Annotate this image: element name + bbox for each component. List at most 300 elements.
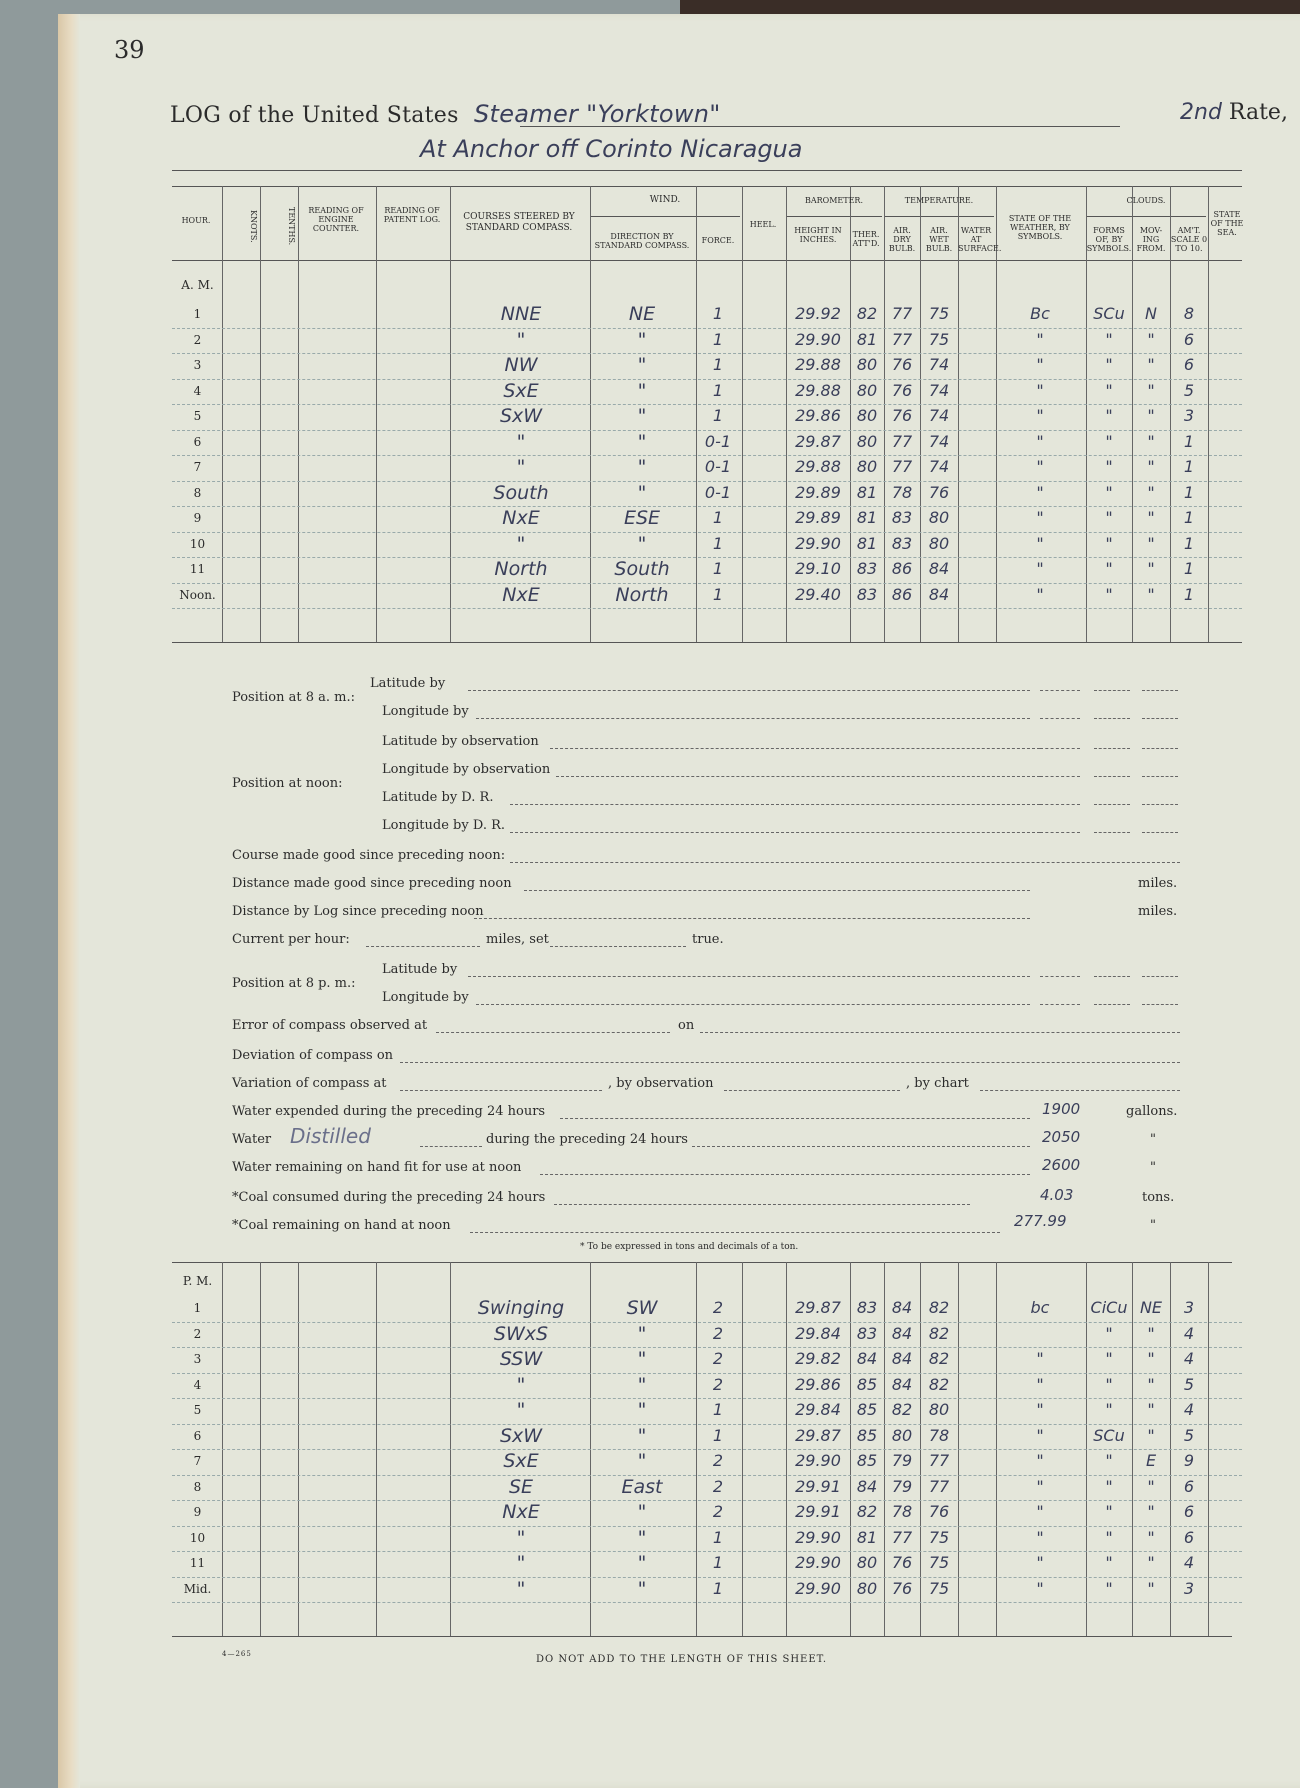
am-ther: 80 — [856, 406, 878, 425]
am-col-rule — [920, 186, 921, 642]
pm-dry: 82 — [891, 1400, 913, 1419]
pm-force: 1 — [712, 1553, 724, 1572]
pm-forms: CiCu — [1090, 1298, 1128, 1317]
am-weather: " — [1036, 380, 1044, 400]
pm-wind-dir: " — [637, 1348, 647, 1370]
pm-baro: 29.84 — [795, 1323, 841, 1343]
min-slot — [1094, 690, 1130, 691]
page-number: 39 — [114, 36, 145, 64]
pm-ther: 85 — [856, 1374, 878, 1394]
temp-sub-rule — [884, 216, 994, 217]
coal-consumed-value: 4.03 — [1040, 1186, 1074, 1204]
am-forms: " — [1105, 559, 1113, 578]
pm-moving: " — [1147, 1527, 1155, 1547]
pm-course: SWxS — [493, 1322, 549, 1345]
min-slot — [1094, 776, 1130, 777]
am-row-rule — [172, 532, 1242, 533]
pm-moving: " — [1147, 1323, 1155, 1343]
form-dash-wkind — [420, 1146, 482, 1147]
am-col-rule — [742, 186, 743, 642]
pm-row-rule — [172, 1500, 1242, 1501]
pm-wet: 76 — [928, 1502, 950, 1521]
am-col-rule — [590, 186, 591, 642]
pm-forms: " — [1105, 1400, 1113, 1419]
cloud-sub-rule — [1086, 216, 1206, 217]
min-slot — [1094, 718, 1130, 719]
pm-moving: " — [1147, 1425, 1155, 1445]
pm-force: 2 — [712, 1476, 724, 1496]
am-col-rule — [958, 186, 959, 642]
water-remaining-label: Water remaining on hand fit for use at noon — [232, 1160, 522, 1175]
form-dash-err2 — [700, 1032, 1180, 1033]
form-dash-cur1 — [366, 946, 480, 947]
am-ther: 80 — [856, 457, 878, 476]
am-forms: " — [1105, 406, 1113, 425]
noon-lat-obs-label: Latitude by observation — [382, 734, 539, 749]
header-wind-direction: DIRECTION BY STANDARD COMPASS. — [594, 232, 690, 250]
am-dry: 78 — [891, 482, 913, 502]
pm-amount: 4 — [1183, 1400, 1195, 1419]
header-tenths: TENTHS. — [287, 206, 296, 246]
am-course: " — [516, 328, 526, 351]
pm-forms: " — [1105, 1323, 1113, 1343]
pm-wind-dir: " — [637, 1552, 647, 1574]
am-hour: 10 — [189, 536, 206, 551]
pm-wind-dir: East — [621, 1475, 663, 1498]
form-dash-lon8am — [476, 718, 1030, 719]
am-wet: 74 — [928, 406, 950, 425]
page-edge — [58, 14, 80, 1788]
min-slot — [1094, 804, 1130, 805]
pm-wet: 82 — [928, 1374, 950, 1394]
header-sea: STATE OF THE SEA. — [1210, 210, 1244, 237]
pm-course: " — [516, 1526, 526, 1549]
pm-force: 2 — [712, 1451, 724, 1470]
rate-value: 2nd — [1180, 100, 1222, 125]
form-dash-lon8pm — [476, 1004, 1030, 1005]
am-label: A. M. — [181, 278, 214, 292]
am-wind-dir: ESE — [623, 507, 661, 529]
am-wind-dir: " — [637, 481, 647, 504]
water-label: Water — [232, 1132, 272, 1147]
deg-slot — [1040, 804, 1080, 805]
am-col-rule — [260, 186, 261, 642]
am-wind-dir: South — [614, 558, 670, 580]
am-hour: 2 — [193, 332, 202, 347]
distance-log-miles: miles. — [1138, 904, 1178, 919]
am-weather: " — [1036, 329, 1044, 349]
header-bottom-rule — [172, 260, 1242, 261]
distance-log-label: Distance by Log since preceding noon — [232, 904, 484, 919]
am-hour: 6 — [193, 434, 202, 449]
pm-forms: SCu — [1093, 1425, 1125, 1445]
pm-weather: " — [1036, 1553, 1044, 1572]
am-ther: 83 — [856, 584, 878, 604]
pm-amount: 5 — [1183, 1374, 1195, 1394]
pm-weather: " — [1036, 1425, 1044, 1445]
pm-row-rule — [172, 1373, 1242, 1374]
am-amount: 1 — [1183, 584, 1195, 604]
pm-dry: 84 — [891, 1323, 913, 1343]
form-dash-wrem — [540, 1174, 1030, 1175]
am-dry: 77 — [891, 431, 913, 451]
am-col-rule — [786, 186, 787, 642]
am-row-rule — [172, 353, 1242, 354]
pm-amount: 9 — [1183, 1451, 1195, 1470]
form-dash-distgood — [524, 890, 1030, 891]
pm-baro: 29.82 — [795, 1349, 841, 1368]
am-wet: 74 — [928, 431, 950, 451]
am-moving: " — [1147, 431, 1155, 451]
baro-sub-rule — [786, 216, 882, 217]
am-wet: 80 — [928, 508, 950, 527]
pm-ther: 81 — [856, 1527, 878, 1547]
am-course: SxE — [503, 379, 539, 402]
am-ther: 80 — [856, 355, 878, 374]
am-course: NNE — [500, 303, 542, 325]
pm-force: 2 — [712, 1502, 724, 1521]
pm-weather: " — [1036, 1578, 1044, 1598]
am-baro: 29.40 — [795, 584, 841, 604]
water-expended-value: 1900 — [1042, 1100, 1081, 1118]
pm-dry: 84 — [891, 1374, 913, 1394]
location-rule — [172, 170, 1242, 171]
am-baro: 29.89 — [795, 482, 841, 502]
am-force: 1 — [712, 584, 724, 604]
am-row-rule — [172, 506, 1242, 507]
am-wind-dir: " — [637, 456, 647, 478]
pm-baro: 29.90 — [795, 1553, 841, 1572]
rate-label: Rate, — [1228, 100, 1288, 125]
am-ther: 81 — [856, 508, 878, 527]
pm-ther: 84 — [856, 1476, 878, 1496]
am-baro: 29.90 — [795, 329, 841, 349]
pos-8pm-lat-label: Latitude by — [382, 962, 458, 977]
pm-course: SxE — [503, 1450, 539, 1472]
am-moving: " — [1147, 355, 1155, 374]
pm-force: 1 — [712, 1578, 724, 1598]
form-dash-noonlatdr — [510, 804, 1040, 805]
am-wet: 76 — [928, 482, 950, 502]
pm-wet: 82 — [928, 1323, 950, 1343]
pm-wet: 78 — [928, 1425, 950, 1445]
am-ther: 80 — [856, 380, 878, 400]
am-wet: 80 — [928, 533, 950, 553]
am-amount: 6 — [1183, 329, 1195, 349]
pm-hour: Mid. — [183, 1581, 212, 1596]
deg-slot — [1040, 690, 1080, 691]
pm-amount: 5 — [1183, 1425, 1195, 1445]
am-forms: " — [1105, 380, 1113, 400]
am-amount: 1 — [1183, 533, 1195, 553]
footnote: * To be expressed in tons and decimals of a ton. — [580, 1242, 799, 1252]
pm-ther: 85 — [856, 1400, 878, 1419]
water-kind: Distilled — [290, 1124, 371, 1148]
am-ther: 83 — [856, 559, 878, 578]
form-dash-distlog — [474, 918, 1030, 919]
header-air-dry: AIR. DRY BULB. — [888, 226, 916, 253]
am-course: NW — [504, 354, 538, 376]
title-rule — [520, 126, 1120, 127]
am-hour: 8 — [193, 485, 202, 500]
header-clouds: CLOUDS. — [1126, 196, 1166, 205]
am-baro: 29.86 — [795, 406, 841, 425]
pm-weather: bc — [1030, 1298, 1050, 1317]
pm-course: " — [516, 1552, 526, 1574]
am-weather: Bc — [1030, 304, 1050, 323]
pm-row-rule — [172, 1424, 1242, 1425]
am-amount: 5 — [1183, 380, 1195, 400]
header-engine: READING OF ENGINE COUNTER. — [308, 206, 364, 233]
am-forms: " — [1105, 329, 1113, 349]
min-slot — [1094, 976, 1130, 977]
am-forms: " — [1105, 584, 1113, 604]
pm-baro: 29.91 — [795, 1502, 841, 1521]
form-dash-err1 — [436, 1032, 670, 1033]
sheet-notice: DO NOT ADD TO THE LENGTH OF THIS SHEET. — [536, 1654, 828, 1665]
pm-wet: 75 — [928, 1553, 950, 1572]
header-air-wet: AIR. WET BULB. — [925, 226, 953, 253]
pm-row-rule — [172, 1449, 1242, 1450]
sec-slot — [1142, 690, 1178, 691]
am-moving: " — [1147, 533, 1155, 553]
pm-hour: 10 — [189, 1530, 206, 1545]
pm-wind-dir: " — [637, 1322, 647, 1345]
pm-weather: " — [1036, 1451, 1044, 1470]
am-col-rule — [376, 186, 377, 642]
am-weather: " — [1036, 482, 1044, 502]
pos-8pm-lon-label: Longitude by — [382, 990, 469, 1005]
pm-weather: " — [1036, 1476, 1044, 1496]
sec-slot — [1142, 804, 1178, 805]
am-col-rule — [850, 186, 851, 642]
am-weather: " — [1036, 457, 1044, 476]
am-forms: " — [1105, 482, 1113, 502]
pm-wind-dir: " — [637, 1373, 647, 1396]
form-dash-var2 — [724, 1090, 900, 1091]
am-hour: 4 — [193, 383, 202, 398]
pm-dry: 76 — [891, 1553, 913, 1572]
pm-force: 2 — [712, 1374, 724, 1394]
header-temperature: TEMPERATURE. — [904, 196, 974, 205]
am-baro: 29.88 — [795, 355, 841, 374]
header-weather: STATE OF THE WEATHER, BY SYMBOLS. — [1008, 214, 1072, 241]
am-dry: 83 — [891, 533, 913, 553]
pm-hour: 7 — [193, 1454, 202, 1468]
pm-top-rule — [172, 1262, 1232, 1263]
am-forms: " — [1105, 457, 1113, 476]
am-hour: 9 — [193, 511, 202, 525]
am-course: " — [516, 532, 526, 555]
rate — [1180, 100, 1288, 125]
pm-baro: 29.87 — [795, 1298, 841, 1317]
pm-baro: 29.90 — [795, 1451, 841, 1470]
am-row-rule — [172, 481, 1242, 482]
wind-sub-rule — [590, 216, 740, 217]
am-row-rule — [172, 379, 1242, 380]
pm-wet: 80 — [928, 1400, 950, 1419]
am-baro: 29.87 — [795, 431, 841, 451]
pm-forms: " — [1105, 1578, 1113, 1598]
am-wind-dir: NE — [628, 303, 656, 325]
pm-row-rule — [172, 1347, 1242, 1348]
pm-course: SxW — [499, 1424, 543, 1447]
am-moving: " — [1147, 457, 1155, 476]
pm-row-rule — [172, 1551, 1242, 1552]
am-row-rule — [172, 583, 1242, 584]
deg-slot — [1040, 718, 1080, 719]
am-hour: Noon. — [179, 587, 216, 602]
pm-hour: 2 — [193, 1326, 202, 1341]
pm-dry: 80 — [891, 1425, 913, 1445]
form-dash-coursegood — [510, 862, 1180, 863]
am-ther: 82 — [856, 304, 878, 323]
pm-force: 2 — [712, 1323, 724, 1343]
pm-hour: 11 — [189, 1556, 206, 1570]
log-page — [58, 14, 1300, 1788]
pm-wet: 82 — [928, 1298, 950, 1317]
distance-good-miles: miles. — [1138, 876, 1178, 891]
pm-course: NxE — [502, 1501, 540, 1523]
pm-wind-dir: " — [637, 1577, 647, 1600]
header-knots: KNOTS. — [249, 209, 258, 243]
am-force: 1 — [712, 508, 724, 527]
log-title — [170, 100, 721, 128]
pm-wind-dir: " — [637, 1424, 647, 1447]
sec-slot — [1142, 776, 1178, 777]
pm-dry: 79 — [891, 1451, 913, 1470]
deg-slot — [1040, 832, 1080, 833]
pm-wet: 75 — [928, 1578, 950, 1598]
coal-remaining-value: 277.99 — [1014, 1212, 1067, 1230]
am-weather: " — [1036, 584, 1044, 604]
form-dash-lat8pm — [468, 976, 1030, 977]
am-dry: 77 — [891, 457, 913, 476]
pm-amount: 3 — [1183, 1298, 1195, 1317]
pm-course: " — [516, 1399, 526, 1421]
pm-weather: " — [1036, 1502, 1044, 1521]
am-amount: 3 — [1183, 406, 1195, 425]
vessel-name: Steamer "Yorktown" — [473, 100, 721, 128]
am-wind-dir: " — [637, 405, 647, 427]
variation-by-observation: , by observation — [608, 1076, 714, 1091]
am-wind-dir: " — [637, 379, 647, 402]
am-baro: 29.89 — [795, 508, 841, 527]
location: At Anchor off Corinto Nicaragua — [420, 135, 803, 163]
deviation-label: Deviation of compass on — [232, 1048, 394, 1063]
header-water: WATER AT SURFACE. — [958, 226, 1002, 253]
pm-wind-dir: " — [637, 1399, 647, 1421]
pm-course: " — [516, 1373, 526, 1396]
am-course: SxW — [499, 405, 543, 427]
am-amount: 1 — [1183, 431, 1195, 451]
form-dash-var3 — [980, 1090, 1180, 1091]
am-baro: 29.88 — [795, 380, 841, 400]
pm-forms: " — [1105, 1527, 1113, 1547]
pm-dry: 84 — [891, 1349, 913, 1368]
am-moving: " — [1147, 482, 1155, 502]
am-wet: 74 — [928, 457, 950, 476]
coal-remaining-ditto: " — [1150, 1218, 1156, 1233]
am-ther: 80 — [856, 431, 878, 451]
pm-force: 1 — [712, 1400, 724, 1419]
form-dash-wexp — [560, 1118, 1030, 1119]
pos-8pm-label: Position at 8 p. m.: — [232, 976, 356, 991]
coal-remaining-label: *Coal remaining on hand at noon — [232, 1218, 451, 1233]
pm-hour: 4 — [193, 1377, 202, 1392]
am-weather: " — [1036, 431, 1044, 451]
am-amount: 1 — [1183, 457, 1195, 476]
pm-row-rule — [172, 1602, 1242, 1603]
noon-lat-dr-label: Latitude by D. R. — [382, 790, 494, 805]
pm-moving: " — [1147, 1374, 1155, 1394]
am-amount: 1 — [1183, 559, 1195, 578]
log-title-prefix: LOG of the United States — [170, 103, 459, 128]
pm-wind-dir: SW — [626, 1297, 658, 1319]
am-amount: 8 — [1183, 304, 1195, 323]
pm-wet: 75 — [928, 1527, 950, 1547]
am-col-rule — [996, 186, 997, 642]
pm-amount: 3 — [1183, 1578, 1195, 1598]
am-baro: 29.88 — [795, 457, 841, 476]
am-forms: " — [1105, 508, 1113, 527]
pm-ther: 80 — [856, 1578, 878, 1598]
am-course: NxE — [502, 507, 540, 529]
course-made-good-label: Course made good since preceding noon: — [232, 848, 506, 863]
pm-moving: " — [1147, 1553, 1155, 1572]
pm-wet: 82 — [928, 1349, 950, 1368]
am-weather: " — [1036, 406, 1044, 425]
header-courses: COURSES STEERED BY STANDARD COMPASS. — [463, 212, 575, 233]
water-gallons: gallons. — [1126, 1104, 1178, 1119]
am-forms: " — [1105, 355, 1113, 374]
pm-amount: 4 — [1183, 1323, 1195, 1343]
distance-made-good-label: Distance made good since preceding noon — [232, 876, 512, 891]
pm-moving: " — [1147, 1349, 1155, 1368]
pm-hour: 8 — [193, 1479, 202, 1494]
pm-ther: 84 — [856, 1349, 878, 1368]
pm-dry: 76 — [891, 1578, 913, 1598]
pm-dry: 84 — [891, 1298, 913, 1317]
header-barometer: BAROMETER. — [804, 196, 863, 205]
header-height: HEIGHT IN INCHES. — [794, 226, 842, 244]
pm-ther: 85 — [856, 1451, 878, 1470]
am-dry: 76 — [891, 355, 913, 374]
min-slot — [1094, 832, 1130, 833]
am-force: 0-1 — [704, 482, 732, 502]
am-force: 1 — [712, 406, 724, 425]
min-slot — [1094, 748, 1130, 749]
am-force: 1 — [712, 380, 724, 400]
pos-8am-label: Position at 8 a. m.: — [232, 690, 355, 705]
current-miles-set: miles, set — [486, 932, 549, 947]
form-dash-var1 — [400, 1090, 602, 1091]
deg-slot — [1040, 776, 1080, 777]
am-row-rule — [172, 430, 1242, 431]
pm-wet: 77 — [928, 1476, 950, 1496]
pm-force: 2 — [712, 1349, 724, 1368]
pm-label: P. M. — [182, 1274, 213, 1288]
pm-amount: 4 — [1183, 1349, 1195, 1368]
header-wind-force: FORCE. — [701, 236, 735, 245]
pm-course: Swinging — [477, 1297, 565, 1319]
header-wind: WIND. — [649, 195, 681, 205]
error-compass-on: on — [678, 1018, 695, 1033]
am-moving: " — [1147, 380, 1155, 400]
pm-weather: " — [1036, 1349, 1044, 1368]
am-ther: 81 — [856, 482, 878, 502]
am-ther: 81 — [856, 329, 878, 349]
